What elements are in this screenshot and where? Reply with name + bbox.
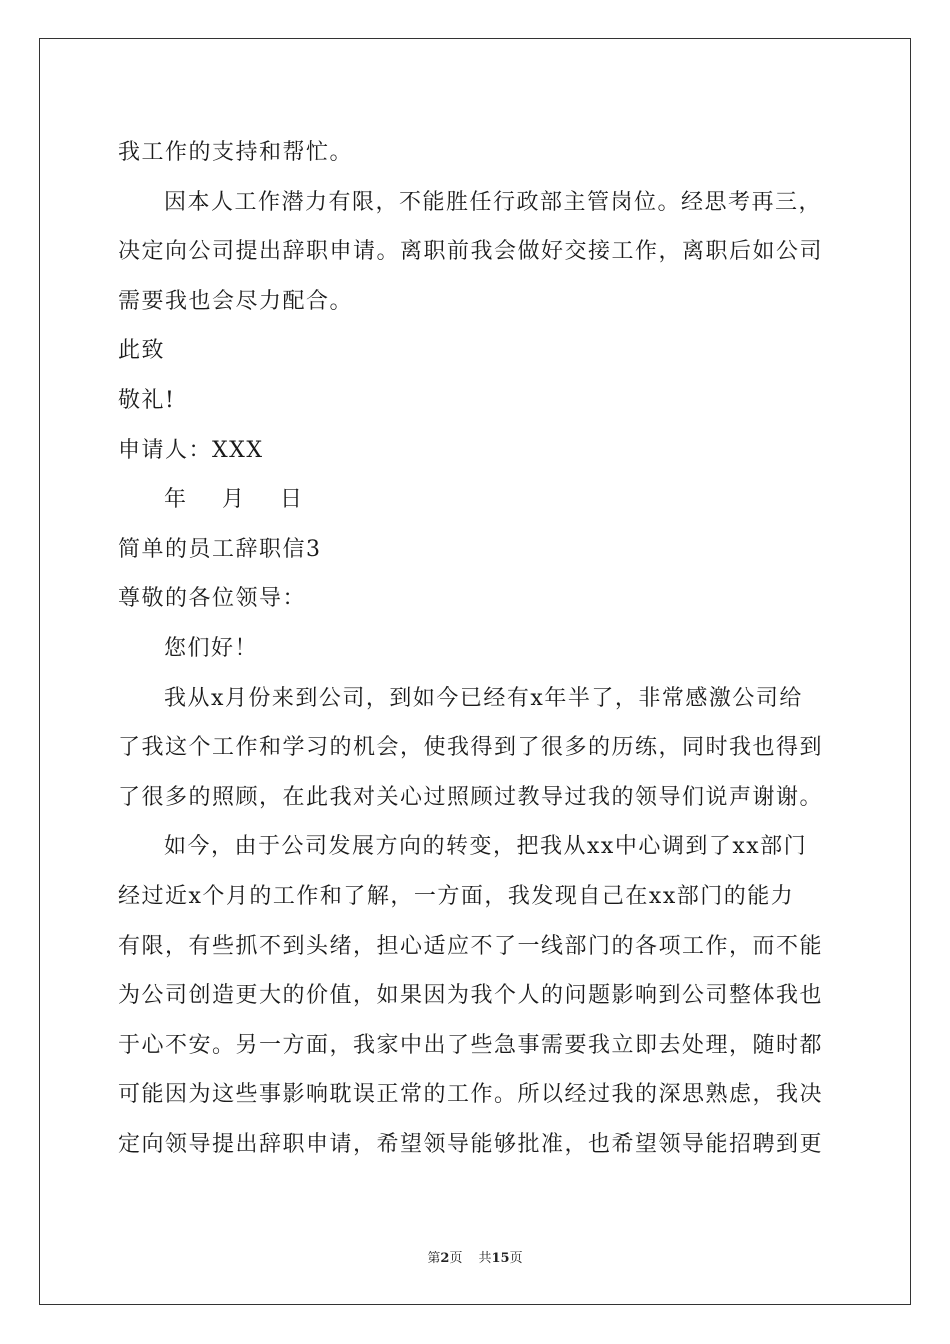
date-line xyxy=(118,475,838,525)
closing-regards: 敬礼! xyxy=(118,387,176,413)
text-line: 如今，由于公司发展方向的转变，把我从xx中心调到了xx部门 xyxy=(164,834,808,860)
applicant-line: 申请人：XXX xyxy=(118,437,264,463)
page-number: 2 xyxy=(440,1251,450,1266)
text-line: 定向领导提出辞职申请，希望领导能够批准，也希望领导能招聘到更 xyxy=(118,1131,824,1157)
text-line: 有限，有些抓不到头绪，担心适应不了一线部门的各项工作，而不能 xyxy=(118,933,824,959)
text-line: 了我这个工作和学习的机会，使我得到了很多的历练，同时我也得到 xyxy=(118,735,824,761)
text-line: 因本人工作潜力有限，不能胜任行政部主管岗位。经思考再三， xyxy=(164,189,823,215)
text-line: 我工作的支持和帮忙。 xyxy=(118,140,354,165)
text-line: 经过近x个月的工作和了解，一方面，我发现自己在xx部门的能力 xyxy=(118,883,795,909)
text-line: 可能因为这些事影响耽误正常的工作。所以经过我的深思熟虑，我决 xyxy=(118,1082,824,1108)
total-pages: 15 xyxy=(491,1251,510,1266)
date-day: 日 xyxy=(280,487,303,513)
greeting: 您们好！ xyxy=(164,635,259,661)
date-year: 年 xyxy=(164,487,187,513)
text-line: 我从x月份来到公司，到如今已经有x年半了，非常感激公司给 xyxy=(164,685,803,711)
letter-body xyxy=(118,128,838,1169)
greeting-recipient: 尊敬的各位领导： xyxy=(118,586,307,612)
page-footer xyxy=(0,1247,950,1266)
text-line: 于心不安。另一方面，我家中出了些急事需要我立即去处理，随时都 xyxy=(118,1032,824,1058)
text-line: 需要我也会尽力配合。 xyxy=(118,288,354,314)
text-line: 为公司创造更大的价值，如果因为我个人的问题影响到公司整体我也 xyxy=(118,983,824,1009)
closing-salutation: 此致 xyxy=(118,338,166,364)
total-suffix: 页 xyxy=(509,1251,523,1266)
date-month: 月 xyxy=(222,487,245,513)
page-prefix: 第 xyxy=(427,1251,441,1266)
page-suffix: 页 xyxy=(449,1251,463,1266)
section-title: 简单的员工辞职信3 xyxy=(118,536,322,562)
total-prefix: 共 xyxy=(478,1251,492,1266)
text-line: 了很多的照顾，在此我对关心过照顾过教导过我的领导们说声谢谢。 xyxy=(118,784,824,810)
text-line: 决定向公司提出辞职申请。离职前我会做好交接工作，离职后如公司 xyxy=(118,239,824,265)
